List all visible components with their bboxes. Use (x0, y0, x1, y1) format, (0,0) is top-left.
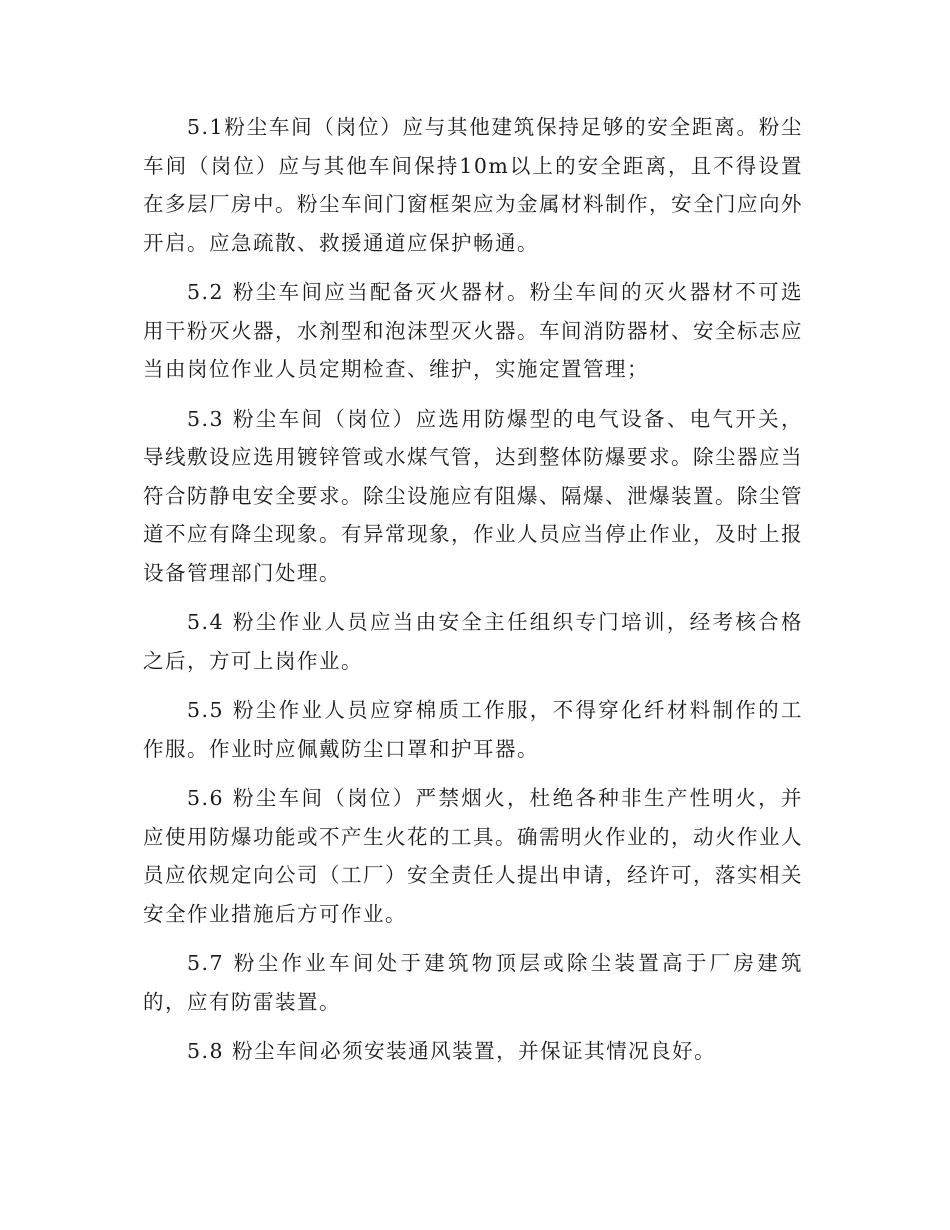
paragraph-5-8: 5.8 粉尘车间必须安装通风装置，并保证其情况良好。 (187, 1039, 717, 1063)
paragraph-5-1: 5.1粉尘车间（岗位）应与其他建筑保持足够的安全距离。粉尘车间（岗位）应与其他车间保持10m以上的安全距离，且不得设置在多层厂房中。粉尘车间门窗框架应为金属材料制作，安全门应向外开启。应急疏散、救援通道应保护畅通。 (143, 115, 803, 255)
document-body (143, 108, 803, 1082)
paragraph-5-7: 5.7 粉尘作业车间处于建筑物顶层或除尘装置高于厂房建筑的，应有防雷装置。 (143, 951, 803, 1014)
paragraph-5-3: 5.3 粉尘车间（岗位）应选用防爆型的电气设备、电气开关，导线敷设应选用镀锌管或水煤气管，达到整体防爆要求。除尘器应当符合防静电安全要求。除尘设施应有阻爆、隔爆、泄爆装置。除尘管道不应有降尘现象。有异常现象，作业人员应当停止作业，及时上报设备管理部门处理。 (143, 406, 803, 585)
paragraph-5-2: 5.2 粉尘车间应当配备灭火器材。粉尘车间的灭火器材不可选用干粉灭火器，水剂型和泡沫型灭火器。车间消防器材、安全标志应当由岗位作业人员定期检查、维护，实施定置管理； (143, 280, 803, 381)
paragraph-5-5: 5.5 粉尘作业人员应穿棉质工作服，不得穿化纤材料制作的工作服。作业时应佩戴防尘口罩和护耳器。 (143, 698, 803, 761)
paragraph-5-6: 5.6 粉尘车间（岗位）严禁烟火，杜绝各种非生产性明火，并应使用防爆功能或不产生火花的工具。确需明火作业的，动火作业人员应依规定向公司（工厂）安全责任人提出申请，经许可，落实相关安全作业措施后方可作业。 (143, 786, 803, 926)
paragraph-5-4: 5.4 粉尘作业人员应当由安全主任组织专门培训，经考核合格之后，方可上岗作业。 (143, 610, 803, 673)
